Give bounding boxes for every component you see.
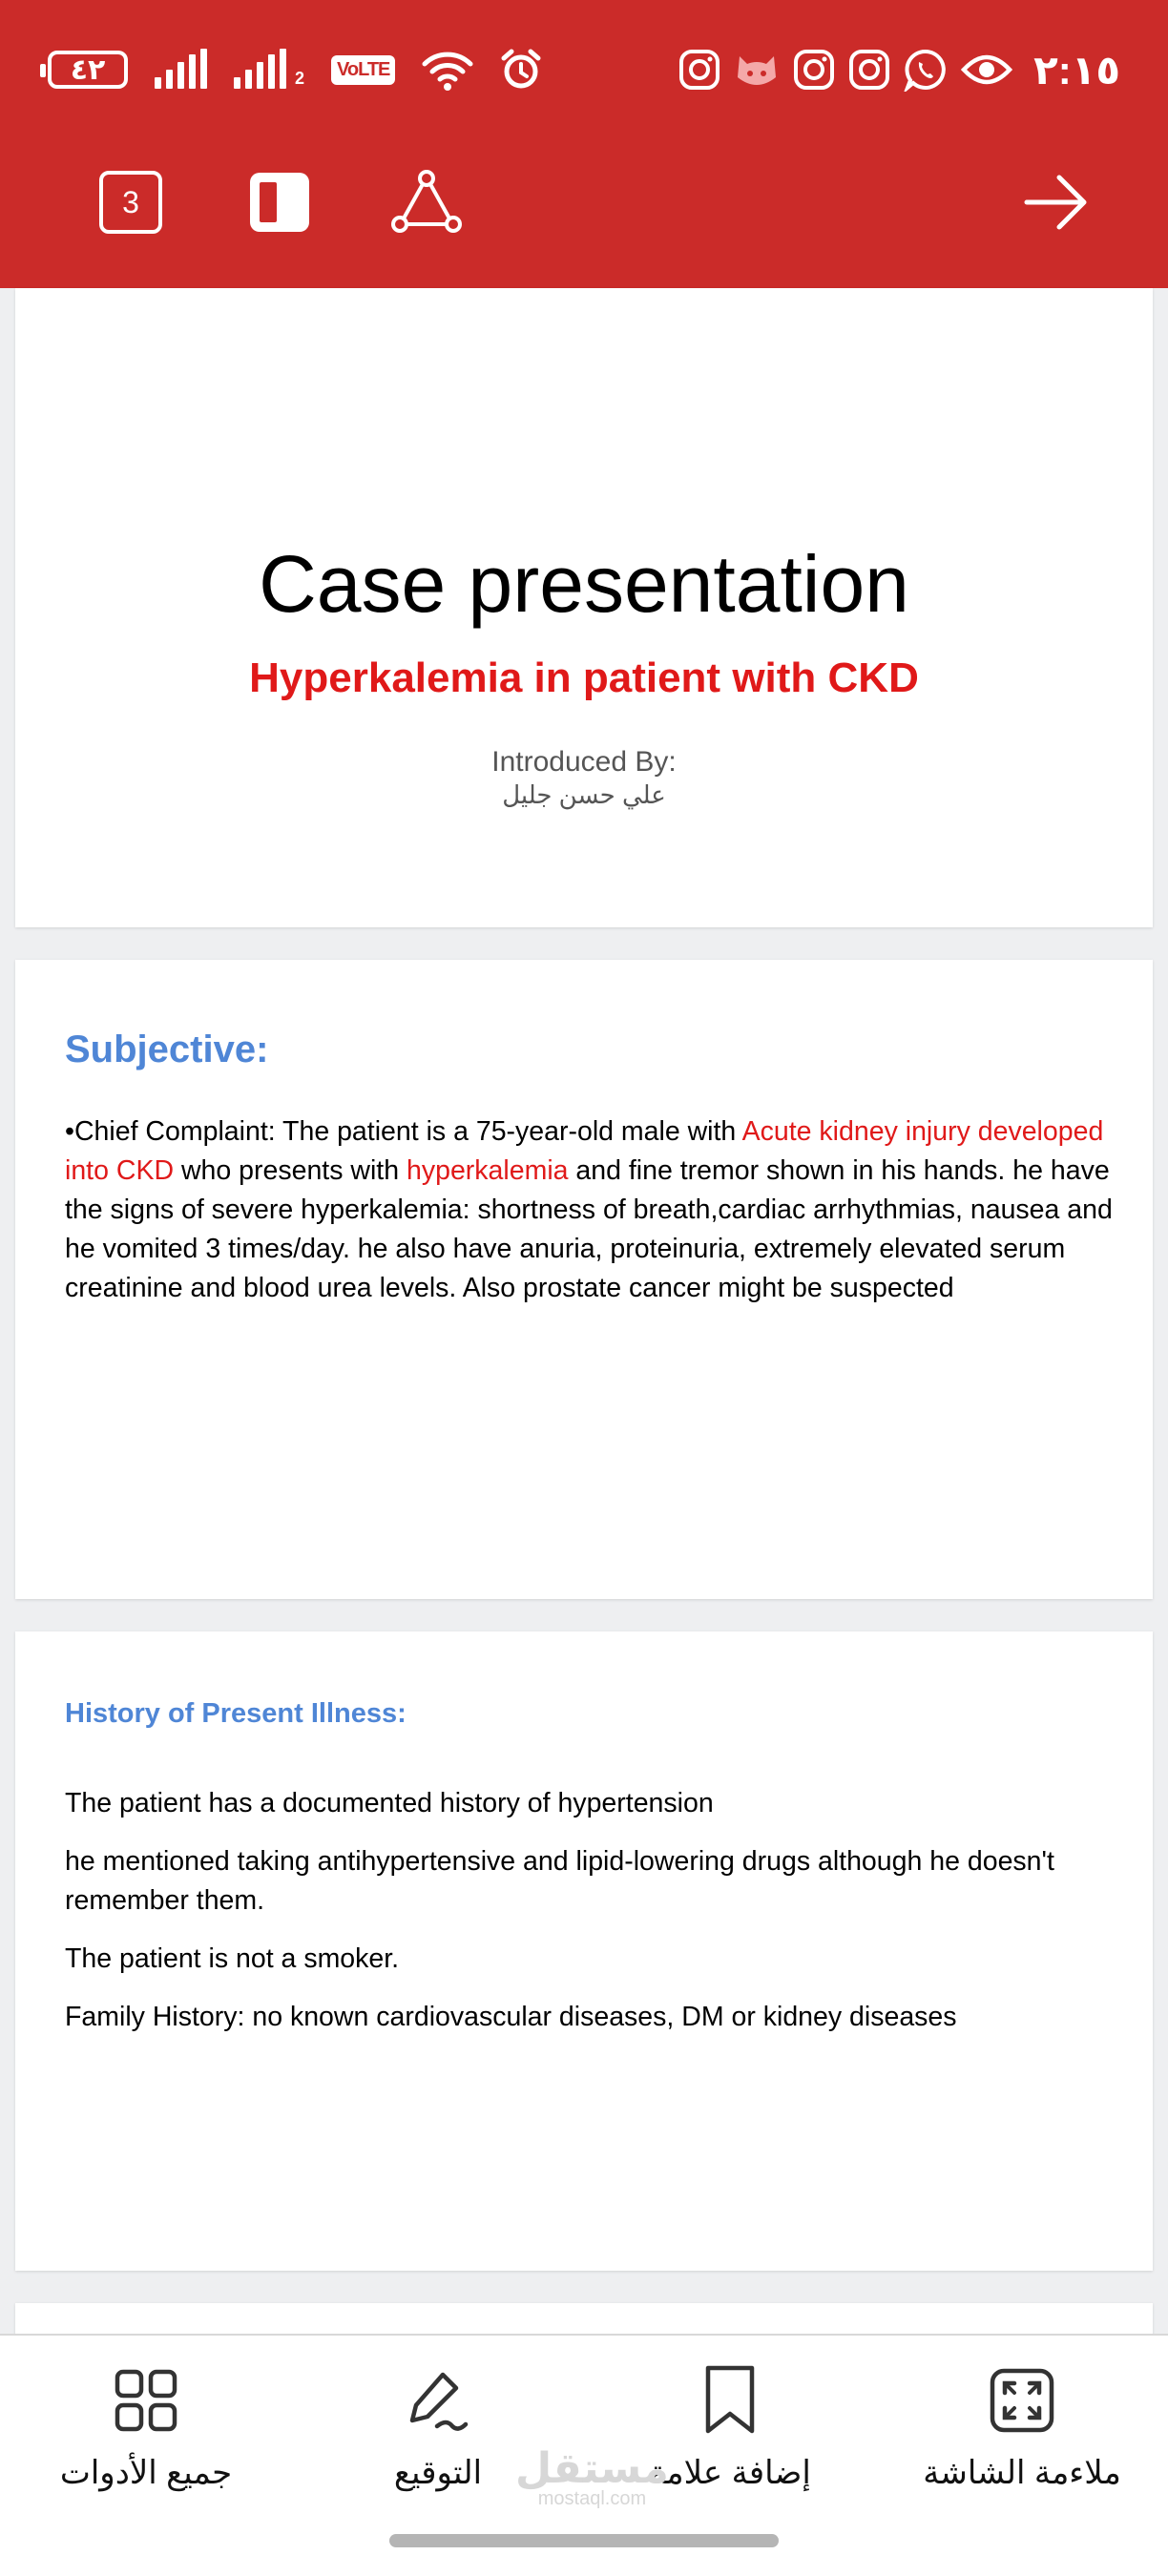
viewer-toolbar: [0, 162, 1168, 242]
pen-icon: [405, 2367, 471, 2434]
nav-label: التوقيع: [393, 2455, 483, 2491]
document-page-2[interactable]: [15, 960, 1153, 1599]
page-count-icon: [99, 171, 162, 234]
page-subtitle: Hyperkalemia in patient with CKD: [249, 654, 919, 701]
grid-icon: [115, 2369, 177, 2432]
fit-screen-button[interactable]: [876, 2336, 1168, 2526]
single-page-view-icon: [248, 171, 311, 234]
section-heading: Subjective:: [65, 1028, 269, 1070]
highlight-text: hyperkalemia: [407, 1155, 569, 1186]
page-count: 3: [122, 184, 139, 219]
app-icon: [734, 49, 780, 91]
chief-complaint-paragraph: [65, 1112, 1124, 1308]
bookmark-icon: [702, 2364, 758, 2437]
nav-label: ملاءمة الشاشة: [923, 2455, 1121, 2491]
bottom-navigation: [0, 2334, 1168, 2576]
instagram-icon: [793, 49, 835, 91]
page-count-button[interactable]: [88, 162, 174, 242]
next-button[interactable]: [1013, 162, 1099, 242]
whatsapp-icon: [904, 48, 948, 92]
history-list: [65, 1784, 1124, 2056]
wifi-icon: [422, 49, 473, 91]
signal-2-icon: [234, 51, 304, 89]
document-page-3[interactable]: [15, 1631, 1153, 2271]
volte-icon: VoLTE: [331, 55, 395, 85]
home-indicator[interactable]: [389, 2534, 779, 2547]
status-left-group: [48, 36, 542, 103]
history-line: he mentioned taking antihypertensive and lipid-lowering drugs although he doesn't remember them.: [65, 1846, 1054, 1916]
page-title: Case presentation: [259, 539, 909, 629]
instagram-icon: [678, 49, 720, 91]
alarm-icon: [500, 49, 542, 91]
nav-label: جميع الأدوات: [59, 2455, 233, 2491]
watermark-sub: mostaql.com: [537, 2488, 647, 2509]
sim-number: 2: [295, 69, 305, 88]
battery-level: ٤٢: [70, 53, 106, 86]
battery-icon: [48, 51, 128, 89]
next-arrow-icon: [1023, 173, 1090, 232]
status-bar: [0, 36, 1168, 103]
document-page-1[interactable]: [15, 288, 1153, 927]
watermark: [515, 2445, 669, 2509]
watermark-text: مستقل: [515, 2445, 669, 2492]
status-right-group: [678, 36, 1120, 103]
all-tools-button[interactable]: [0, 2336, 292, 2526]
text-run: •Chief Complaint: The patient is a 75-year-old male with: [65, 1116, 742, 1147]
text-run: who presents with: [174, 1155, 407, 1186]
section-heading: History of Present Illness:: [65, 1698, 407, 1729]
nav-label: إضافة علامة: [649, 2455, 811, 2491]
signal-icon: [155, 51, 207, 89]
share-button[interactable]: [384, 162, 469, 242]
text-run: and fine tremor shown in his hands. he have the signs of severe hyperkalemia: shortness of breath,cardiac arrhythmias, nausea and he vomited 3 times/day. he also have anuria, proteinuria, extremely elevated serum creatinine and blood urea levels. Also prostate cancer might be suspected: [65, 1155, 1113, 1303]
history-line: Family History: no known cardiovascular diseases, DM or kidney diseases: [65, 2002, 957, 2032]
highlight-text: Acute kidney injury developed into CKD: [65, 1116, 1104, 1186]
history-line: The patient has a documented history of hypertension: [65, 1788, 714, 1818]
app-header: [0, 0, 1168, 288]
clock-time: ٢:١٥: [1033, 47, 1120, 93]
eye-icon: [961, 51, 1012, 89]
introduced-by-label: Introduced By:: [491, 746, 677, 778]
history-line: The patient is not a smoker.: [65, 1943, 400, 1974]
view-mode-button[interactable]: [237, 162, 323, 242]
share-icon: [390, 169, 463, 236]
instagram-icon: [848, 49, 890, 91]
author-name: علي حسن جليل: [502, 780, 666, 809]
fit-screen-icon: [990, 2368, 1054, 2433]
